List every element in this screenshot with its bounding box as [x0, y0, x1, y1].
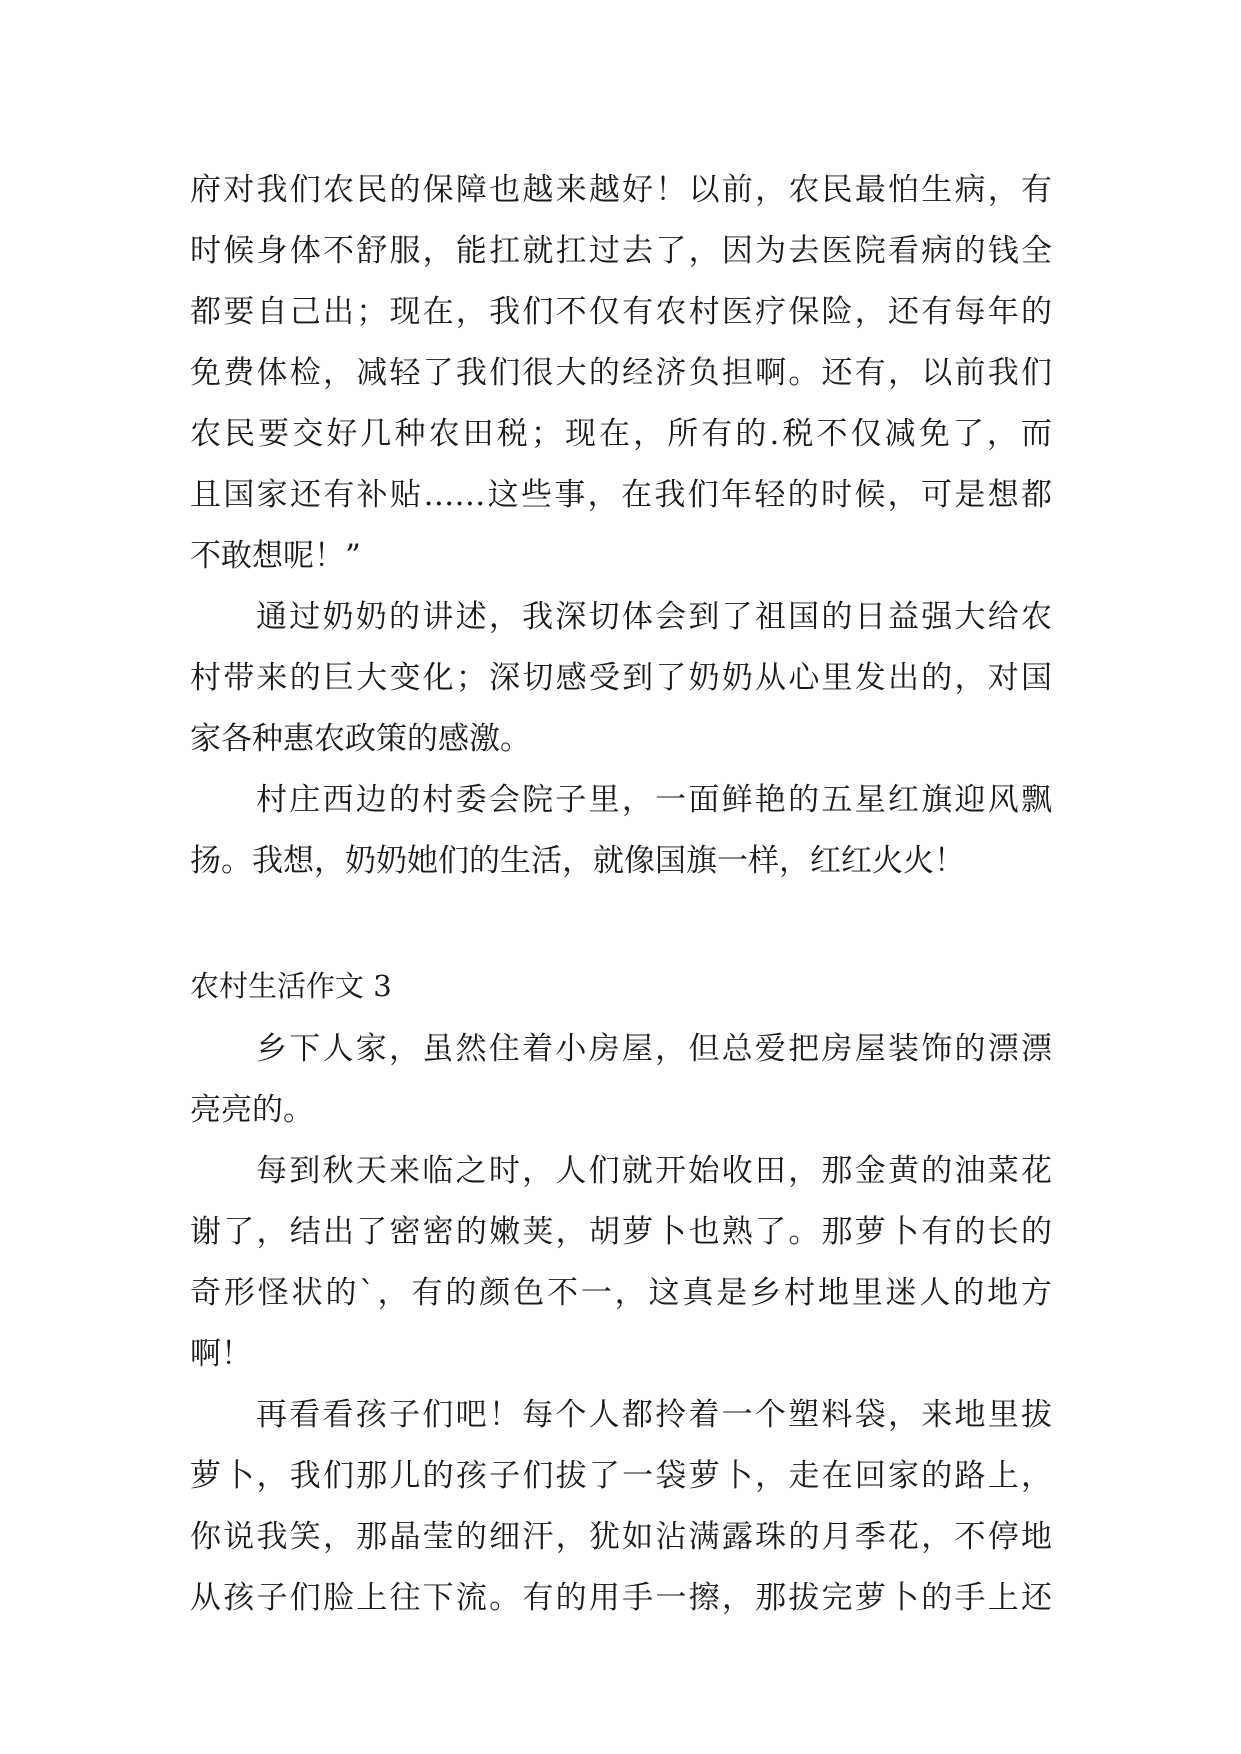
paragraph [190, 1019, 1052, 1141]
paragraph [190, 1385, 1052, 1629]
text-line: 通过奶奶的讲述，我深切体会到了祖国的日益强大给农 [256, 599, 1052, 635]
text-line: 你说我笑，那晶莹的细汗，犹如沾满露珠的月季花，不停地 [190, 1519, 1052, 1555]
paragraph [190, 1141, 1052, 1385]
text-line: 时候身体不舒服，能扛就扛过去了，因为去医院看病的钱全 [190, 233, 1052, 269]
paragraph [190, 770, 1052, 892]
text-line: 啊！ [190, 1336, 252, 1372]
text-line: 不敢想呢！” [190, 538, 361, 574]
text-line: 且国家还有补贴……这些事，在我们年轻的时候，可是想都 [190, 477, 1052, 513]
text-line: 萝卜，我们那儿的孩子们拔了一袋萝卜，走在回家的路上， [190, 1458, 1052, 1494]
text-line: 从孩子们脸上往下流。有的用手一擦，那拔完萝卜的手上还 [190, 1580, 1052, 1616]
paragraph [190, 587, 1052, 770]
text-line: 亮亮的。 [190, 1092, 314, 1128]
text-line: 家各种惠农政策的感激。 [190, 721, 531, 757]
text-line: 奇形怪状的`，有的颜色不一，这真是乡村地里迷人的地方 [190, 1275, 1052, 1311]
section-title: 农村生活作文 3 [190, 969, 392, 1003]
text-line: 每到秋天来临之时，人们就开始收田，那金黄的油菜花 [256, 1153, 1052, 1189]
text-line: 乡下人家，虽然住着小房屋，但总爱把房屋装饰的漂漂 [256, 1031, 1052, 1067]
text-line: 谢了，结出了密密的嫩荚，胡萝卜也熟了。那萝卜有的长的 [190, 1214, 1052, 1250]
document-body [190, 160, 1052, 1629]
text-line: 免费体检，减轻了我们很大的经济负担啊。还有，以前我们 [190, 355, 1052, 391]
text-line: 府对我们农民的保障也越来越好！以前，农民最怕生病，有 [190, 172, 1052, 208]
text-line: 扬。我想，奶奶她们的生活，就像国旗一样，红红火火！ [190, 843, 965, 879]
paragraph [190, 160, 1052, 587]
text-line: 都要自己出；现在，我们不仅有农村医疗保险，还有每年的 [190, 294, 1052, 330]
text-line: 农民要交好几种农田税；现在，所有的.税不仅减免了，而 [190, 416, 1052, 452]
blank-line [190, 892, 1052, 953]
text-line: 再看看孩子们吧！每个人都拎着一个塑料袋，来地里拔 [256, 1397, 1052, 1433]
text-line: 村带来的巨大变化；深切感受到了奶奶从心里发出的，对国 [190, 660, 1052, 696]
text-line: 村庄西边的村委会院子里，一面鲜艳的五星红旗迎风飘 [256, 782, 1052, 818]
